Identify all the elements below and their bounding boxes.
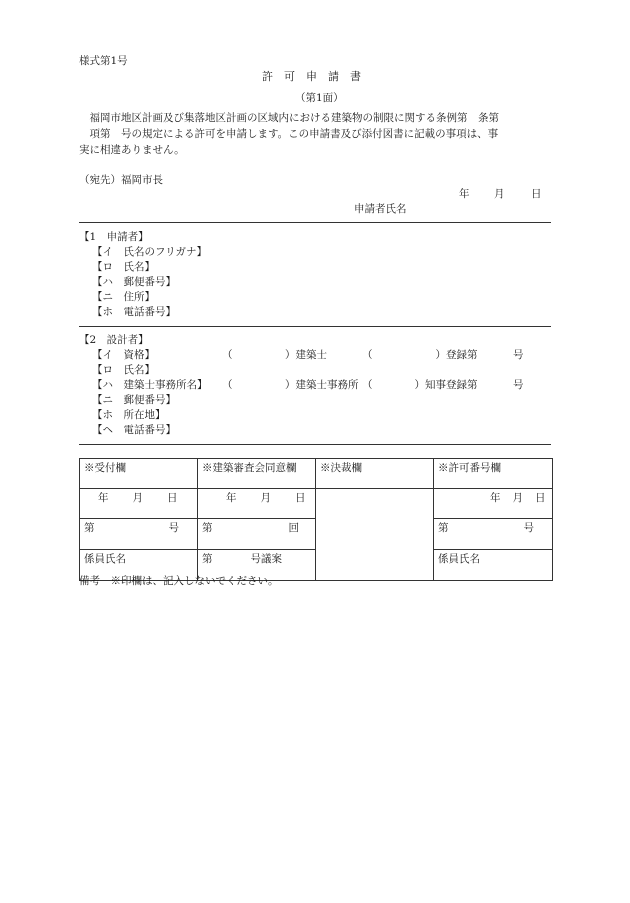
applicant-name-field-label: 【ロ 氏名】 [92,261,155,273]
page-title: 許 可 申 請 書 [262,70,361,83]
applicant-phone-label: 【ホ 電話番号】 [92,306,176,318]
approval-header: ※決裁欄 [316,459,434,489]
designer-qualification-label: 【イ 資格】 [92,349,155,361]
council-date-cell: 年 月 日 [198,489,316,519]
permit-number-header: ※許可番号欄 [434,459,553,489]
intro-line-2: 項第 号の規定による許可を申請します。この申請書及び添付図書に記載の事項は、事 [79,128,499,140]
divider [79,326,551,327]
intro-line-3: 実に相違ありません。 [79,144,185,156]
date-year-label: 年 [459,188,470,200]
applicant-name-label: 申請者氏名 [354,203,407,215]
council-session-cell: 第 回 [198,519,316,550]
official-use-table [79,458,553,581]
date-day-label: 日 [531,188,542,200]
applicant-furigana-label: 【イ 氏名のフリガナ】 [92,246,207,258]
form-number: 様式第1号 [79,55,128,67]
applicant-address-label: 【ニ 住所】 [92,291,155,303]
date-month-label: 月 [494,188,505,200]
designer-registration-no: 号 [513,349,524,361]
reception-header: ※受付欄 [80,459,198,489]
divider [79,444,551,445]
designer-phone-label: 【ヘ 電話番号】 [92,424,176,436]
designer-architect-class: （ ）建築士 [222,349,327,361]
page-label: （第1面） [295,92,344,104]
designer-name-label: 【ロ 氏名】 [92,364,155,376]
designer-office-registration: （ ）知事登録第 [362,379,478,391]
applicant-zip-label: 【ハ 郵便番号】 [92,276,176,288]
designer-office-registration-no: 号 [513,379,524,391]
council-consent-header: ※建築審査会同意欄 [198,459,316,489]
reception-staff-cell: 係員氏名 [80,550,198,581]
reception-number-cell: 第 号 [80,519,198,550]
designer-office-class: （ ）建築士事務所 [222,379,359,391]
remarks-note: 備考 ※印欄は、記入しないでください。 [79,575,279,587]
addressee: （宛先）福岡市長 [79,174,163,186]
permit-staff-cell: 係員氏名 [434,550,553,581]
approval-cell [316,489,434,581]
designer-office-label: 【ハ 建築士事務所名】 [92,379,208,391]
reception-date-cell: 年 月 日 [80,489,198,519]
divider [79,222,551,223]
permit-number-cell: 第 号 [434,519,553,550]
applicant-section-header: 【1 申請者】 [79,231,149,243]
intro-line-1: 福岡市地区計画及び集落地区計画の区域内における建築物の制限に関する条例第 条第 [79,112,499,124]
permit-date-cell: 年 月 日 [434,489,553,519]
council-proposal-cell: 第 号議案 [198,550,316,581]
designer-registration: （ ）登録第 [362,349,478,361]
designer-address-label: 【ホ 所在地】 [92,409,166,421]
designer-zip-label: 【ニ 郵便番号】 [92,394,176,406]
designer-section-header: 【2 設計者】 [79,334,149,346]
